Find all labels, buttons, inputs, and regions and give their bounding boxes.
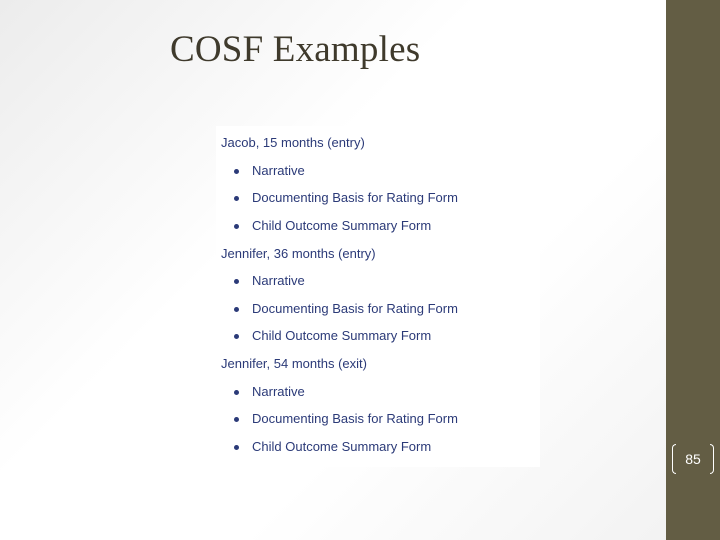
list-item-cos-form[interactable] [234, 328, 431, 344]
list-item-basis-form[interactable] [234, 190, 458, 206]
list-item-basis-form[interactable] [234, 411, 458, 427]
list-item-narrative[interactable] [234, 273, 305, 289]
bullet-icon [234, 445, 239, 450]
list-item-label: Narrative [252, 273, 305, 288]
list-item-label: Documenting Basis for Rating Form [252, 411, 458, 426]
group-heading-jennifer-54-exit[interactable]: Jennifer, 54 months (exit) [221, 356, 367, 371]
list-item-label: Narrative [252, 163, 305, 178]
bullet-icon [234, 390, 239, 395]
slide-title: COSF Examples [170, 29, 421, 70]
left-bracket-icon [672, 444, 676, 474]
list-item-cos-form[interactable] [234, 218, 431, 234]
bullet-icon [234, 279, 239, 284]
group-heading-jacob-15-entry[interactable]: Jacob, 15 months (entry) [221, 135, 365, 150]
list-item-label: Narrative [252, 384, 305, 399]
list-item-cos-form[interactable] [234, 439, 431, 455]
bullet-icon [234, 307, 239, 312]
list-item-narrative[interactable] [234, 163, 305, 179]
right-bracket-icon [710, 444, 714, 474]
list-item-label: Child Outcome Summary Form [252, 218, 432, 233]
list-item-label: Documenting Basis for Rating Form [252, 190, 458, 205]
bullet-icon [234, 417, 239, 422]
page-number: 85 [685, 451, 701, 467]
bullet-icon [234, 196, 239, 201]
list-item-label: Child Outcome Summary Form [252, 328, 432, 343]
page-number-badge [668, 441, 718, 477]
list-item-label: Documenting Basis for Rating Form [252, 301, 458, 316]
list-item-narrative[interactable] [234, 384, 305, 400]
bullet-icon [234, 334, 239, 339]
bullet-icon [234, 224, 239, 229]
bullet-icon [234, 169, 239, 174]
group-heading-jennifer-36-entry[interactable]: Jennifer, 36 months (entry) [221, 246, 376, 261]
examples-list-panel [216, 126, 540, 467]
list-item-label: Child Outcome Summary Form [252, 439, 432, 454]
list-item-basis-form[interactable] [234, 301, 458, 317]
